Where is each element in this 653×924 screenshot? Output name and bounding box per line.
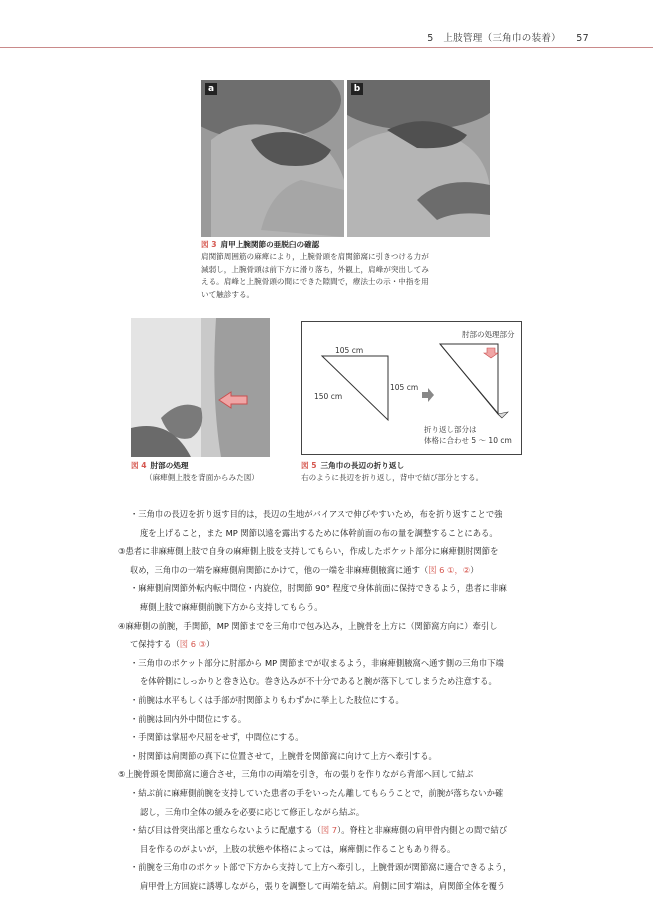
body-text [118,505,588,895]
bullet-line: ・前腕を三角巾のポケット部で下方から支持して上方へ牽引し，上腕骨頭が関節窩に適合できるよう， [130,862,512,873]
header-rule [0,47,653,48]
text-line: 痺側上肢で麻痺側前腕下方から支持してもらう。 [140,601,323,612]
figure4-title: 肘部の処理 [150,461,189,470]
figure4-label: 図 4 [131,461,147,470]
dim-top: 105 cm [335,346,364,355]
triangle-shape [322,356,388,420]
chapter-title: 5 上肢管理（三角巾の装着） [427,33,561,44]
text-line: を体幹側にしっかりと巻き込む。巻き込みが不十分であると腕が落下してしまうため注意する。 [140,676,497,687]
figure5-caption [301,460,541,485]
figure4-subtitle: （麻痺側上肢を背面からみた図） [145,473,259,483]
figure-ref[interactable]: 図 7 [320,825,338,836]
right-arrow-icon [422,388,434,402]
bullet-line: ・麻痺側肩関節外転内転中間位・内旋位，肘関節 90° 程度で身体前面に保持できるよう，患者に非麻 [130,583,507,594]
text-line: 収め，三角巾の一端を麻痺側肩関節にかけて，他の一端を非麻痺側腋窩に通す（図 6 ①，②） [130,564,479,575]
text-line: て保持する（図 6 ③） [130,639,215,650]
figure3-title: 肩甲上腕関節の亜脱臼の確認 [220,240,320,249]
figure3-caption-line: 肩関節周囲筋の麻痺により，上腕骨頭を肩関節窩に引きつける力が [201,252,429,262]
elbow-photo [131,318,270,457]
bullet-line: ・三角巾のポケット部分に肘部から MP 関節までが収まるよう，非麻痺側腋窩へ通す側の三角巾下端 [130,657,504,668]
bullet-line: ・結ぶ前に麻痺側前腕を支持していた患者の手をいったん離してもらうことで，前腕が落ちないか確 [130,787,504,798]
note-elbow: 肘部の処理部分 [462,330,515,339]
shoulder-photo-a [201,80,344,237]
figure4-caption [131,460,291,485]
text-line: 目を作るのがよいが，上肢の状態や体格によっては，麻痺側に作ることもあり得る。 [140,843,456,854]
bullet-line: ・三角巾の長辺を折り返す目的は，長辺の生地がバイアスで伸びやすいため，布を折り返すことで強 [130,509,503,519]
dim-left: 150 cm [314,392,343,401]
figure3-photo-a [201,80,344,237]
figure5-label: 図 5 [301,461,317,470]
note-fold-2: 体格に合わせ 5 〜 10 cm [424,436,512,445]
figure5-diagram [301,321,522,455]
note-fold-1: 折り返し部分は [424,425,477,434]
shoulder-photo-b [347,80,490,237]
text-line: 度を上げること，また MP 関節以遠を露出するために体幹前面の布の量を調整することにある。 [140,527,498,538]
panel-label-a: a [205,83,217,95]
figure3-caption-line: 減弱し，上腕骨頭は前下方に滑り落ち，外観上，肩峰が突出してみ [201,264,429,274]
dim-right: 105 cm [390,383,419,392]
running-header [427,30,589,44]
bullet-line: ・前腕は回内外中間位にする。 [130,713,247,724]
step-5: ⑤上腕骨頭を関節窩に適合させ，三角巾の両端を引き，布の張りを作りながら背部へ回して結ぶ [118,769,474,780]
bullet-line: ・前腕は水平もしくは手部が肘関節よりもわずかに挙上した肢位にする。 [130,694,404,705]
bullet-line: ・結び目は骨突出部と重ならないように配慮する（図 7）。脊柱と非麻痺側の肩甲骨内側との間で結び [130,825,508,836]
figure3-caption [201,239,491,301]
bullet-line: ・肘関節は肩関節の真下に位置させて，上腕骨を関節窩に向けて上方へ牽引する。 [130,750,437,761]
figure-ref[interactable]: 図 6 ①，② [428,564,471,575]
figure3-caption-line: いて触診する。 [201,289,255,299]
text-line: 認し，三角巾全体の緩みを必要に応じて修正しながら結ぶ。 [140,806,365,817]
step-4: ④麻痺側の前腕，手関節，MP 関節までを三角巾で包み込み，上腕骨を上方に（関節窩方向に）牽引し [118,620,498,631]
figure3-label: 図 3 [201,240,217,249]
text-line: 肩甲骨上方回旋に誘導しながら，張りを調整して両端を結ぶ。肩側に回す端は，肩関節全体を覆う [140,880,506,891]
triangle-fold-diagram [302,322,521,454]
figure-ref[interactable]: 図 6 ③ [179,639,207,650]
step-3: ③患者に非麻痺側上肢で自身の麻痺側上肢を支持してもらい，作成したポケット部分に麻痺側肘関節を [118,546,499,557]
figure4-photo [131,318,270,457]
panel-label-b: b [351,83,363,95]
figure3-caption-line: える。肩峰と上腕骨頭の間にできた隙間で，療法士の示・中指を用 [201,277,429,287]
figure5-title: 三角巾の長辺の折り返し [320,461,405,470]
figure3-photo-b [347,80,490,237]
figure5-caption-text: 右のように長辺を折り返し，背中で結び部分とする。 [301,473,484,483]
page-number: 57 [576,33,589,44]
bullet-line: ・手関節は掌屈や尺屈をせず，中間位にする。 [130,732,304,743]
